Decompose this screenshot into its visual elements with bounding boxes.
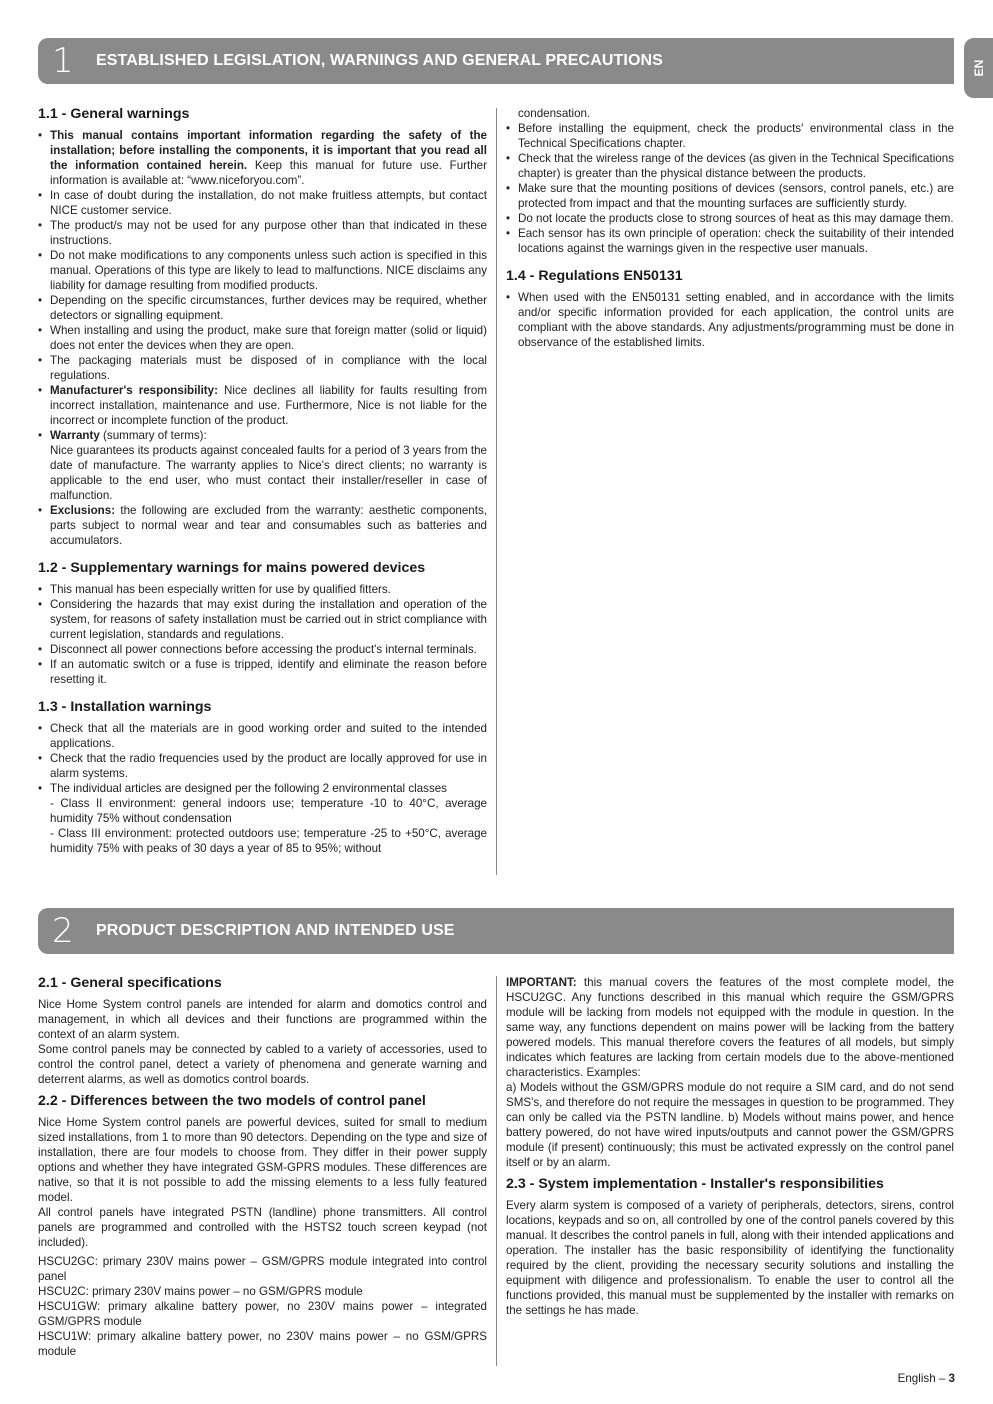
section-1-banner	[38, 38, 954, 84]
list-item: • Considering the hazards that may exist during the installation and operation of the system, for reasons of safety installation must be carried out in strict compliance with current legislation, standards and regulations.	[38, 597, 487, 642]
list-item: • Manufacturer's responsibility: Nice declines all liability for faults resulting from incorrect installation, maintenance and use. Furthermore, Nice is not liable for the incorrect or incomplete function of the product.	[38, 383, 487, 428]
heading-1-4: 1.4 - Regulations EN50131	[506, 268, 683, 284]
model-line: HSCU1GW: primary alkaline battery power, no 230V mains power – integrated GSM/GPRS module	[38, 1300, 487, 1328]
section-1-number: 1	[52, 41, 74, 81]
paragraph: Nice Home System control panels are powerful devices, suited for small to medium sized installations, from 1 to more than 90 detectors. Depending on the type and size of installation, there are four models to choose from. They differ in their power supply options and whether they have integrated GSM-GPRS modules. These differences are native, so that it is not possible to add the missing elements to a less fully featured model.	[38, 1116, 487, 1204]
list-item: • Do not locate the products close to strong sources of heat as this may damage them.	[506, 211, 954, 226]
footer-language: English –	[897, 1372, 949, 1385]
paragraph: a) Models without the GSM/GPRS module do not require a SIM card, and do not send SMS's, and therefore do not require the messages in question to be programmed. They can only be called via the PSTN landline. b) Models without mains power, and hence battery powered, do not have wired inputs/outputs and cannot power the GSM/GPRS module (if present) continuously; this must be activated expressly on the control panel itself or by an alarm.	[506, 1081, 954, 1169]
page-number: 3	[948, 1372, 955, 1385]
list-item: • Before installing the equipment, check the products' environmental class in the Technical Specifications chapter.	[506, 121, 954, 151]
list-item: • Make sure that the mounting positions of devices (sensors, control panels, etc.) are protected from impact and that the mounting surfaces are sufficiently sturdy.	[506, 181, 954, 211]
list-item: • Depending on the specific circumstances, further devices may be required, whether detectors or signalling equipment.	[38, 293, 487, 323]
list-item: • The product/s may not be used for any purpose other than that indicated in these instructions.	[38, 218, 487, 248]
heading-1-1: 1.1 - General warnings	[38, 106, 190, 122]
supplementary-warnings-list	[38, 582, 487, 687]
general-warnings-list	[38, 128, 487, 548]
list-item: • In case of doubt during the installation, do not make fruitless attempts, but contact NICE customer service.	[38, 188, 487, 218]
heading-2-2: 2.2 - Differences between the two models of control panel	[38, 1093, 426, 1109]
list-item: • When used with the EN50131 setting enabled, and in accordance with the limits and/or specific information provided for each application, the control units are compliant with the above standards. Any adjustments/programming must be done in observance of the established limits.	[506, 290, 954, 350]
section-2-title: PRODUCT DESCRIPTION AND INTENDED USE	[96, 922, 455, 939]
column-divider	[496, 976, 497, 1366]
list-item: • Check that the wireless range of the devices (as given in the Technical Specifications chapter) is greater than the physical distance between the products.	[506, 151, 954, 181]
paragraph: All control panels have integrated PSTN (landline) phone transmitters. All control panels are programmed and controlled with the HSTS2 touch screen keypad (not included).	[38, 1206, 487, 1249]
model-line: HSCU1W: primary alkaline battery power, no 230V mains power – no GSM/GPRS module	[38, 1330, 487, 1358]
list-item: • Warranty (summary of terms):	[38, 428, 487, 443]
regulations-list	[506, 290, 954, 350]
heading-2-3: 2.3 - System implementation - Installer's responsibilities	[506, 1176, 884, 1192]
language-label: EN	[971, 59, 986, 77]
section-2-number: 2	[52, 911, 74, 951]
column-divider	[496, 108, 497, 875]
language-tab	[964, 38, 993, 98]
model-line: HSCU2GC: primary 230V mains power – GSM/GPRS module integrated into control panel	[38, 1255, 487, 1283]
list-item: • Disconnect all power connections before accessing the product's internal terminals.	[38, 642, 487, 657]
list-item: - Class III environment: protected outdoors use; temperature -25 to +50°C, average humidity 75% with peaks of 30 days a year of 85 to 95%; without	[50, 827, 487, 855]
paragraph: Some control panels may be connected by cabled to a variety of accessories, used to control the control panel, detect a variety of phenomena and generate warning and deterrent alarms, as well as domotics control boards.	[38, 1043, 487, 1086]
list-item: • The packaging materials must be disposed of in compliance with the local regulations.	[38, 353, 487, 383]
paragraph: Every alarm system is composed of a variety of peripherals, detectors, sirens, control locations, keypads and so on, all controlled by one of the control panels covered by this manual. It describes the control panels in full, along with their intended applications and operation. The installer has the basic responsibility of identifying the functionality required by the client, providing the necessary security solutions and installing the equipment with diligence and professionalism. To enable the user to control all the functions provided, this manual must be supplemented by the installer with remarks on the settings he has made.	[506, 1199, 954, 1317]
list-item: • Exclusions: the following are excluded from the warranty: aesthetic components, parts subject to normal wear and tear and consumables such as batteries and accumulators.	[38, 503, 487, 548]
important-note: IMPORTANT: this manual covers the features of the most complete model, the HSCU2GC. Any functions described in this manual which require the GSM/GPRS module will be lacking from models not equipped with the module in question. In the same way, any functions dependent on mains power will be lacking from the battery powered models. This manual therefore covers the features of all models, but simply indicates which features are lacking from certain models due to the above-mentioned characteristics. Examples:	[506, 976, 954, 1079]
list-item: • Do not make modifications to any components unless such action is specified in this manual. Operations of this type are likely to lead to malfunctions. NICE disclaims any liability for damage resulting from modified products.	[38, 248, 487, 293]
list-item: • Each sensor has its own principle of operation: check the suitability of their intended locations against the warnings given in the respective user manuals.	[506, 226, 954, 256]
list-item: • When installing and using the product, make sure that foreign matter (solid or liquid) does not enter the devices when they are open.	[38, 323, 487, 353]
list-item: Nice guarantees its products against concealed faults for a period of 3 years from the date of manufacture. The warranty applies to Nice's direct clients; no warranty is applicable to the end user, who must contact their installer/reseller in case of malfunction.	[50, 444, 487, 502]
page-footer	[898, 1372, 955, 1385]
heading-1-2: 1.2 - Supplementary warnings for mains powered devices	[38, 560, 426, 576]
section-1-left-column	[38, 106, 487, 856]
heading-1-3: 1.3 - Installation warnings	[38, 699, 212, 715]
section-2-left-column	[38, 975, 487, 1359]
installation-warnings-list-cont	[506, 106, 954, 256]
heading-2-1: 2.1 - General specifications	[38, 975, 222, 991]
list-item: - Class II environment: general indoors use; temperature -10 to 40°C, average humidity 75% without condensation	[50, 797, 487, 825]
section-2-right-column	[506, 975, 954, 1318]
section-1-right-column	[506, 106, 954, 350]
model-line: HSCU2C: primary 230V mains power – no GSM/GPRS module	[38, 1285, 363, 1298]
list-item: • If an automatic switch or a fuse is tripped, identify and eliminate the reason before resetting it.	[38, 657, 487, 687]
list-item: • Check that all the materials are in good working order and suited to the intended applications.	[38, 721, 487, 751]
list-item: • The individual articles are designed per the following 2 environmental classes	[38, 781, 487, 796]
section-1-title: ESTABLISHED LEGISLATION, WARNINGS AND GENERAL PRECAUTIONS	[96, 52, 663, 69]
installation-warnings-list	[38, 721, 487, 856]
section-2-banner	[38, 908, 954, 954]
paragraph: Nice Home System control panels are intended for alarm and domotics control and management, in which all devices and their functions are programmed within the context of an alarm system.	[38, 998, 487, 1041]
list-item: condensation.	[518, 107, 591, 120]
list-item: • This manual has been especially written for use by qualified fitters.	[38, 582, 487, 597]
list-item: • This manual contains important information regarding the safety of the installation; before installing the components, it is important that you read all the information contained herein. Keep this manual for future use. Further information is available at: “www.niceforyou.com”.	[38, 128, 487, 188]
list-item: • Check that the radio frequencies used by the product are locally approved for use in alarm systems.	[38, 751, 487, 781]
